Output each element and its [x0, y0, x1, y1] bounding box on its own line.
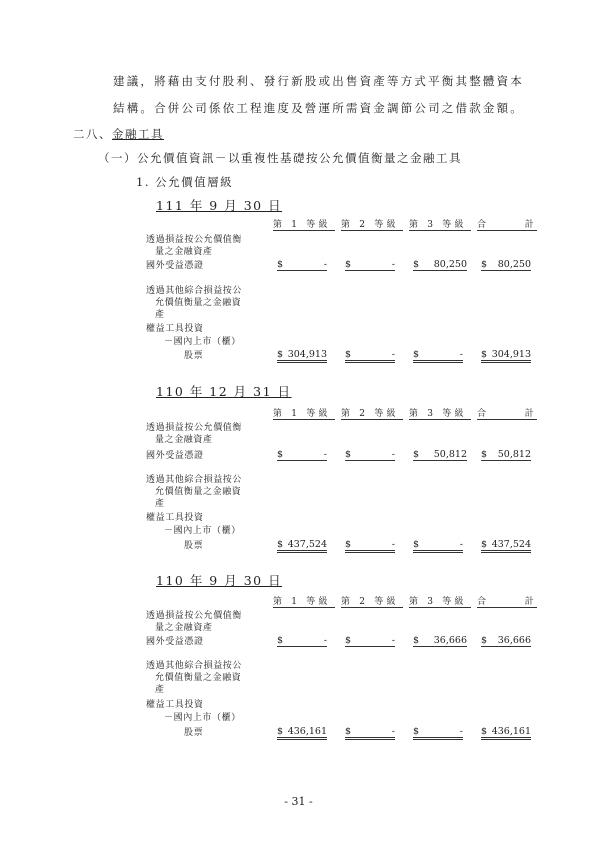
row-label-stock: 股票: [184, 351, 204, 361]
col-header-level2: 第 2 等級: [341, 217, 403, 231]
row-label-fvoci: [146, 660, 242, 696]
label-line: 透過其他綜合損益按公: [146, 661, 243, 671]
cell-l2: $ -: [345, 349, 395, 363]
section-heading: [73, 126, 164, 142]
col-header-level3: 第 3 等級: [409, 217, 471, 231]
cell-l2: $ -: [345, 726, 395, 740]
cell-l3: $ -: [413, 349, 463, 363]
col-header-level2: 第 2 等級: [341, 406, 403, 420]
cell-l2: $ -: [345, 539, 395, 553]
cell-l1: $ -: [277, 449, 327, 460]
cell-total: $ 36,666: [481, 635, 531, 646]
cell-l1: $ 437,524: [277, 539, 327, 553]
col-header-total: 合 計: [477, 406, 537, 420]
col-header-level3: 第 3 等級: [409, 594, 471, 608]
cell-total: $ 80,250: [481, 259, 531, 270]
section-title: 金融工具: [112, 127, 164, 141]
col-header-level3: 第 3 等級: [409, 406, 471, 420]
section-number: 二八、: [73, 127, 112, 141]
row-label-listed: －國內上市（櫃）: [164, 526, 241, 536]
cell-l1: $ 436,161: [277, 726, 327, 740]
label-line: 透過其他綜合損益按公: [146, 286, 243, 296]
cell-total: $ 304,913: [481, 349, 531, 363]
row-label-fvoci: [146, 474, 242, 510]
row-label-stock: 股票: [184, 728, 204, 738]
cell-l3: $ 36,666: [413, 635, 467, 646]
cell-l3: $ 80,250: [413, 259, 467, 270]
cell-l2: $ -: [345, 635, 395, 646]
row-label-equity: 權益工具投資: [146, 513, 204, 523]
label-line: 透過損益按公允價值衡: [146, 611, 243, 621]
table-date: 110 年 12 月 31 日: [156, 384, 292, 399]
row-label-equity: 權益工具投資: [146, 324, 204, 334]
label-line: 允價值衡量之金融資: [155, 487, 242, 497]
col-header-level1: 第 1 等級: [273, 406, 335, 420]
row-label-fvtpl: [146, 422, 242, 446]
cell-l3: $ 50,812: [413, 449, 467, 460]
row-label-listed: －國內上市（櫃）: [164, 337, 241, 347]
cell-l1: $ -: [277, 259, 327, 270]
cell-total: $ 436,161: [481, 726, 531, 740]
row-label-fvoci: [146, 285, 242, 321]
label-line: 量之金融資產: [155, 247, 213, 257]
row-label-foreign-fund: 國外受益憑證: [146, 637, 204, 647]
col-header-level1: 第 1 等級: [273, 217, 335, 231]
col-header-total: 合 計: [477, 594, 537, 608]
cell-l2: $ -: [345, 449, 395, 460]
cell-l1: $ 304,913: [277, 349, 327, 363]
cell-l3: $ -: [413, 726, 463, 740]
label-line: 透過損益按公允價值衡: [146, 235, 243, 245]
label-line: 透過損益按公允價值衡: [146, 423, 243, 433]
row-label-stock: 股票: [184, 541, 204, 551]
cell-total: $ 437,524: [481, 539, 531, 553]
label-line: 量之金融資產: [155, 623, 213, 633]
subsection-heading: （一）公允價值資訊－以重複性基礎按公允價值衡量之金融工具: [98, 151, 462, 165]
item-heading: 1. 公允價值層級: [136, 175, 234, 189]
cell-total: $ 50,812: [481, 449, 531, 460]
label-line: 允價值衡量之金融資: [155, 298, 242, 308]
cell-l2: $ -: [345, 259, 395, 270]
cell-l3: $ -: [413, 539, 463, 553]
cell-l1: $ -: [277, 635, 327, 646]
label-line: 量之金融資產: [155, 435, 213, 445]
row-label-foreign-fund: 國外受益憑證: [146, 261, 204, 271]
label-line: 產: [155, 310, 165, 320]
label-line: 允價值衡量之金融資: [155, 673, 242, 683]
row-label-listed: －國內上市（櫃）: [164, 713, 241, 723]
intro-line-1: 建議，將藉由支付股利、發行新股或出售資產等方式平衡其整體資本: [113, 74, 524, 88]
col-header-level2: 第 2 等級: [341, 594, 403, 608]
label-line: 產: [155, 685, 165, 695]
row-label-foreign-fund: 國外受益憑證: [146, 451, 204, 461]
intro-line-2: 結構。合併公司係依工程進度及營運所需資金調節公司之借款金額。: [113, 101, 524, 115]
table-date: 111 年 9 月 30 日: [156, 198, 283, 213]
label-line: 產: [155, 499, 165, 509]
page-number: - 31 -: [284, 795, 313, 808]
row-label-fvtpl: [146, 610, 242, 634]
table-date: 110 年 9 月 30 日: [156, 573, 283, 588]
col-header-total: 合 計: [477, 217, 537, 231]
col-header-level1: 第 1 等級: [273, 594, 335, 608]
row-label-fvtpl: [146, 234, 242, 258]
row-label-equity: 權益工具投資: [146, 700, 204, 710]
label-line: 透過其他綜合損益按公: [146, 475, 243, 485]
